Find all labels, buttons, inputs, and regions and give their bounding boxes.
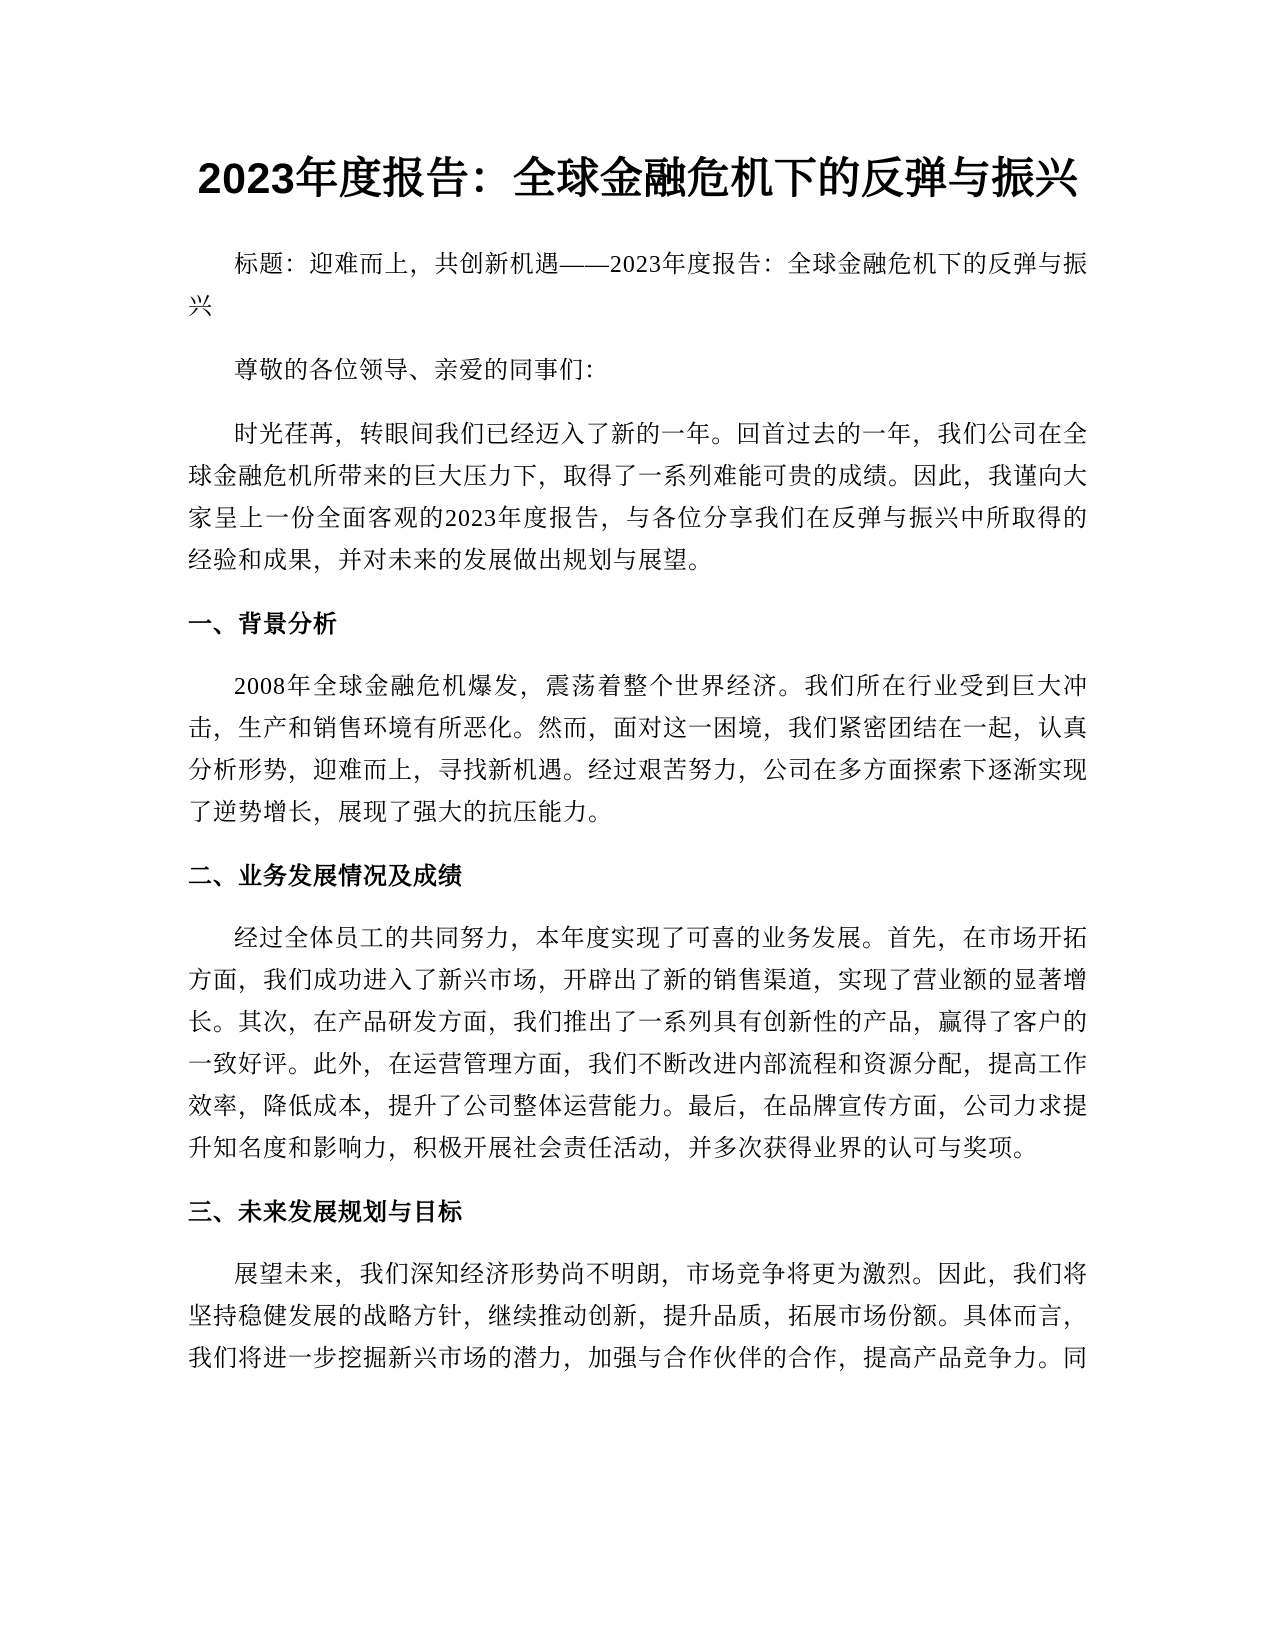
section-heading: 一、背景分析 [188, 611, 338, 638]
document-body [188, 140, 1088, 1402]
document-title: 2023年度报告：全球金融危机下的反弹与振兴 [197, 155, 1079, 203]
section-heading: 三、未来发展规划与目标 [188, 1199, 463, 1226]
salutation-paragraph: 尊敬的各位领导、亲爱的同事们： [234, 358, 609, 384]
section-business-development [188, 856, 1088, 1170]
section-paragraph: 展望未来，我们深知经济形势尚不明朗，市场竞争将更为激烈。因此，我们将坚持稳健发展的战略方针，继续推动创新，提升品质，拓展市场份额。具体而言，我们将进一步挖掘新兴市场的潜力，加强与合作伙伴的合作，提高产品竞争力。同 [188, 1262, 1088, 1372]
section-paragraph: 2008年全球金融危机爆发，震荡着整个世界经济。我们所在行业受到巨大冲击，生产和销售环境有所恶化。然而，面对这一困境，我们紧密团结在一起，认真分析形势，迎难而上，寻找新机遇。经过艰苦努力，公司在多方面探索下逐渐实现了逆势增长，展现了强大的抗压能力。 [188, 674, 1088, 826]
opening-paragraph: 时光荏苒，转眼间我们已经迈入了新的一年。回首过去的一年，我们公司在全球金融危机所带来的巨大压力下，取得了一系列难能可贵的成绩。因此，我谨向大家呈上一份全面客观的2023年度报告，与各位分享我们在反弹与振兴中所取得的经验和成果，并对未来的发展做出规划与展望。 [188, 422, 1088, 574]
subtitle-paragraph: 标题：迎难而上，共创新机遇——2023年度报告：全球金融危机下的反弹与振兴 [188, 252, 1088, 320]
section-future-plans [188, 1192, 1088, 1380]
section-heading: 二、业务发展情况及成绩 [188, 863, 463, 890]
section-paragraph: 经过全体员工的共同努力，本年度实现了可喜的业务发展。首先，在市场开拓方面，我们成功进入了新兴市场，开辟出了新的销售渠道，实现了营业额的显著增长。其次，在产品研发方面，我们推出了一系列具有创新性的产品，赢得了客户的一致好评。此外，在运营管理方面，我们不断改进内部流程和资源分配，提高工作效率，降低成本，提升了公司整体运营能力。最后，在品牌宣传方面，公司力求提升知名度和影响力，积极开展社会责任活动，并多次获得业界的认可与奖项。 [188, 926, 1088, 1162]
section-background [188, 604, 1088, 834]
